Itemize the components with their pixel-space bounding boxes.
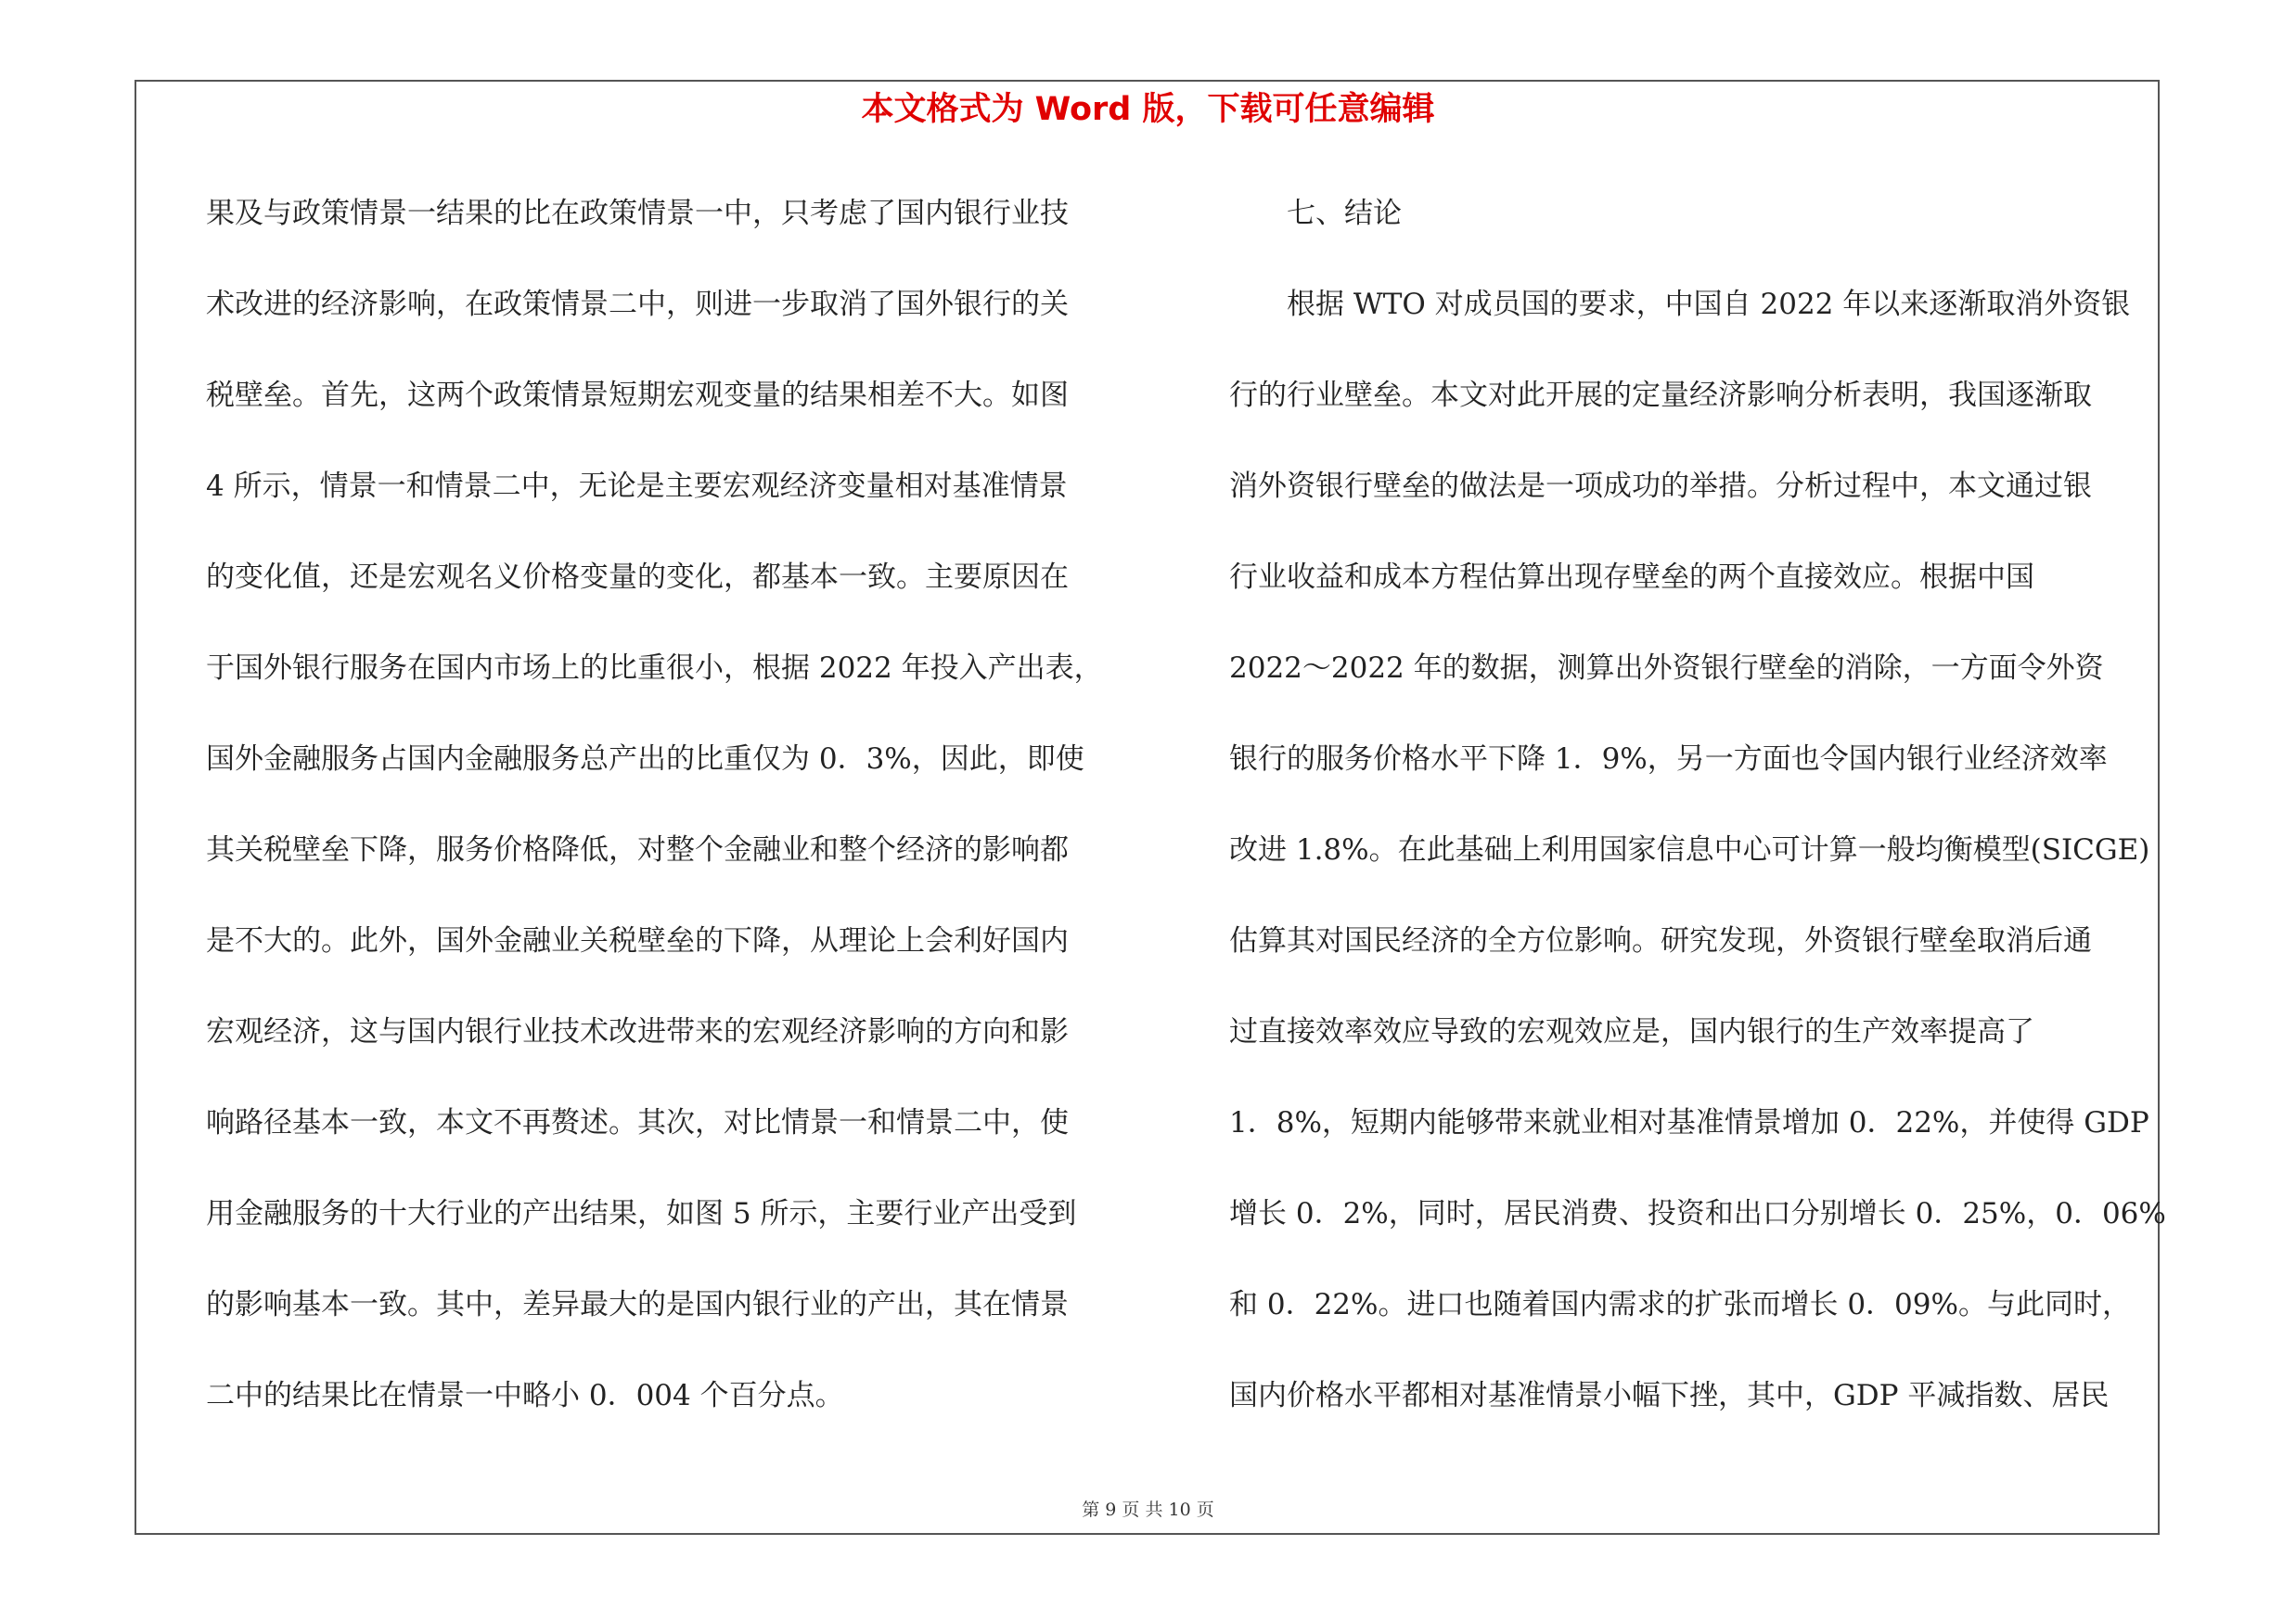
left-line-13: 的影响基本一致。其中，差异最大的是国内银行业的产出，其在情景: [206, 1288, 1069, 1321]
left-line-9: 是不大的。此外，国外金融业关税壁垒的下降，从理论上会利好国内: [206, 924, 1069, 958]
right-line-2: 行的行业壁垒。本文对此开展的定量经济影响分析表明，我国逐渐取: [1229, 379, 2092, 412]
right-line-10: 1．8%，短期内能够带来就业相对基准情景增加 0．22%，并使得 GDP: [1229, 1106, 2149, 1140]
header-banner: 本文格式为 Word 版，下载可任意编辑: [861, 91, 1435, 128]
left-line-12: 用金融服务的十大行业的产出结果，如图 5 所示，主要行业产出受到: [206, 1197, 1077, 1230]
page-number-footer: 第 9 页 共 10 页: [1082, 1500, 1214, 1520]
right-line-12: 和 0．22%。进口也随着国内需求的扩张而增长 0．09%。与此同时，: [1229, 1288, 2131, 1321]
left-line-4: 4 所示，情景一和情景二中，无论是主要宏观经济变量相对基准情景: [206, 470, 1068, 503]
left-column: [206, 186, 1145, 1459]
section-heading: 七、结论: [1287, 197, 1402, 230]
left-line-7: 国外金融服务占国内金融服务总产出的比重仅为 0．3%，因此，即使: [206, 742, 1084, 776]
right-column: [1229, 186, 2166, 1459]
right-line-3: 消外资银行壁垒的做法是一项成功的举措。分析过程中，本文通过银: [1229, 470, 2092, 503]
right-line-5: 2022～2022 年的数据，测算出外资银行壁垒的消除，一方面令外资: [1229, 651, 2104, 685]
left-line-6: 于国外银行服务在国内市场上的比重很小，根据 2022 年投入产出表，: [206, 651, 1103, 685]
right-line-8: 估算其对国民经济的全方位影响。研究发现，外资银行壁垒取消后通: [1229, 924, 2092, 958]
right-line-4: 行业收益和成本方程估算出现存壁垒的两个直接效应。根据中国: [1229, 560, 2034, 594]
right-line-7: 改进 1.8%。在此基础上利用国家信息中心可计算一般均衡模型(SICGE): [1229, 833, 2150, 867]
left-line-14: 二中的结果比在情景一中略小 0．004 个百分点。: [206, 1379, 844, 1412]
left-line-3: 税壁垒。首先，这两个政策情景短期宏观变量的结果相差不大。如图: [206, 379, 1069, 412]
right-line-13: 国内价格水平都相对基准情景小幅下挫，其中，GDP 平减指数、居民: [1229, 1379, 2110, 1412]
right-line-6: 银行的服务价格水平下降 1．9%，另一方面也令国内银行业经济效率: [1229, 742, 2108, 776]
right-line-1: 根据 WTO 对成员国的要求，中国自 2022 年以来逐渐取消外资银: [1287, 288, 2131, 321]
left-line-2: 术改进的经济影响，在政策情景二中，则进一步取消了国外银行的关: [206, 288, 1069, 321]
right-line-11: 增长 0．2%，同时，居民消费、投资和出口分别增长 0．25%，0．06%: [1229, 1197, 2166, 1230]
left-line-10: 宏观经济，这与国内银行业技术改进带来的宏观经济影响的方向和影: [206, 1015, 1069, 1049]
left-line-8: 其关税壁垒下降，服务价格降低，对整个金融业和整个经济的影响都: [206, 833, 1069, 867]
left-line-11: 响路径基本一致，本文不再赘述。其次，对比情景一和情景二中，使: [206, 1106, 1069, 1140]
right-line-9: 过直接效率效应导致的宏观效应是，国内银行的生产效率提高了: [1229, 1015, 2034, 1049]
left-line-5: 的变化值，还是宏观名义价格变量的变化，都基本一致。主要原因在: [206, 560, 1069, 594]
left-line-1: 果及与政策情景一结果的比在政策情景一中，只考虑了国内银行业技: [206, 197, 1069, 230]
